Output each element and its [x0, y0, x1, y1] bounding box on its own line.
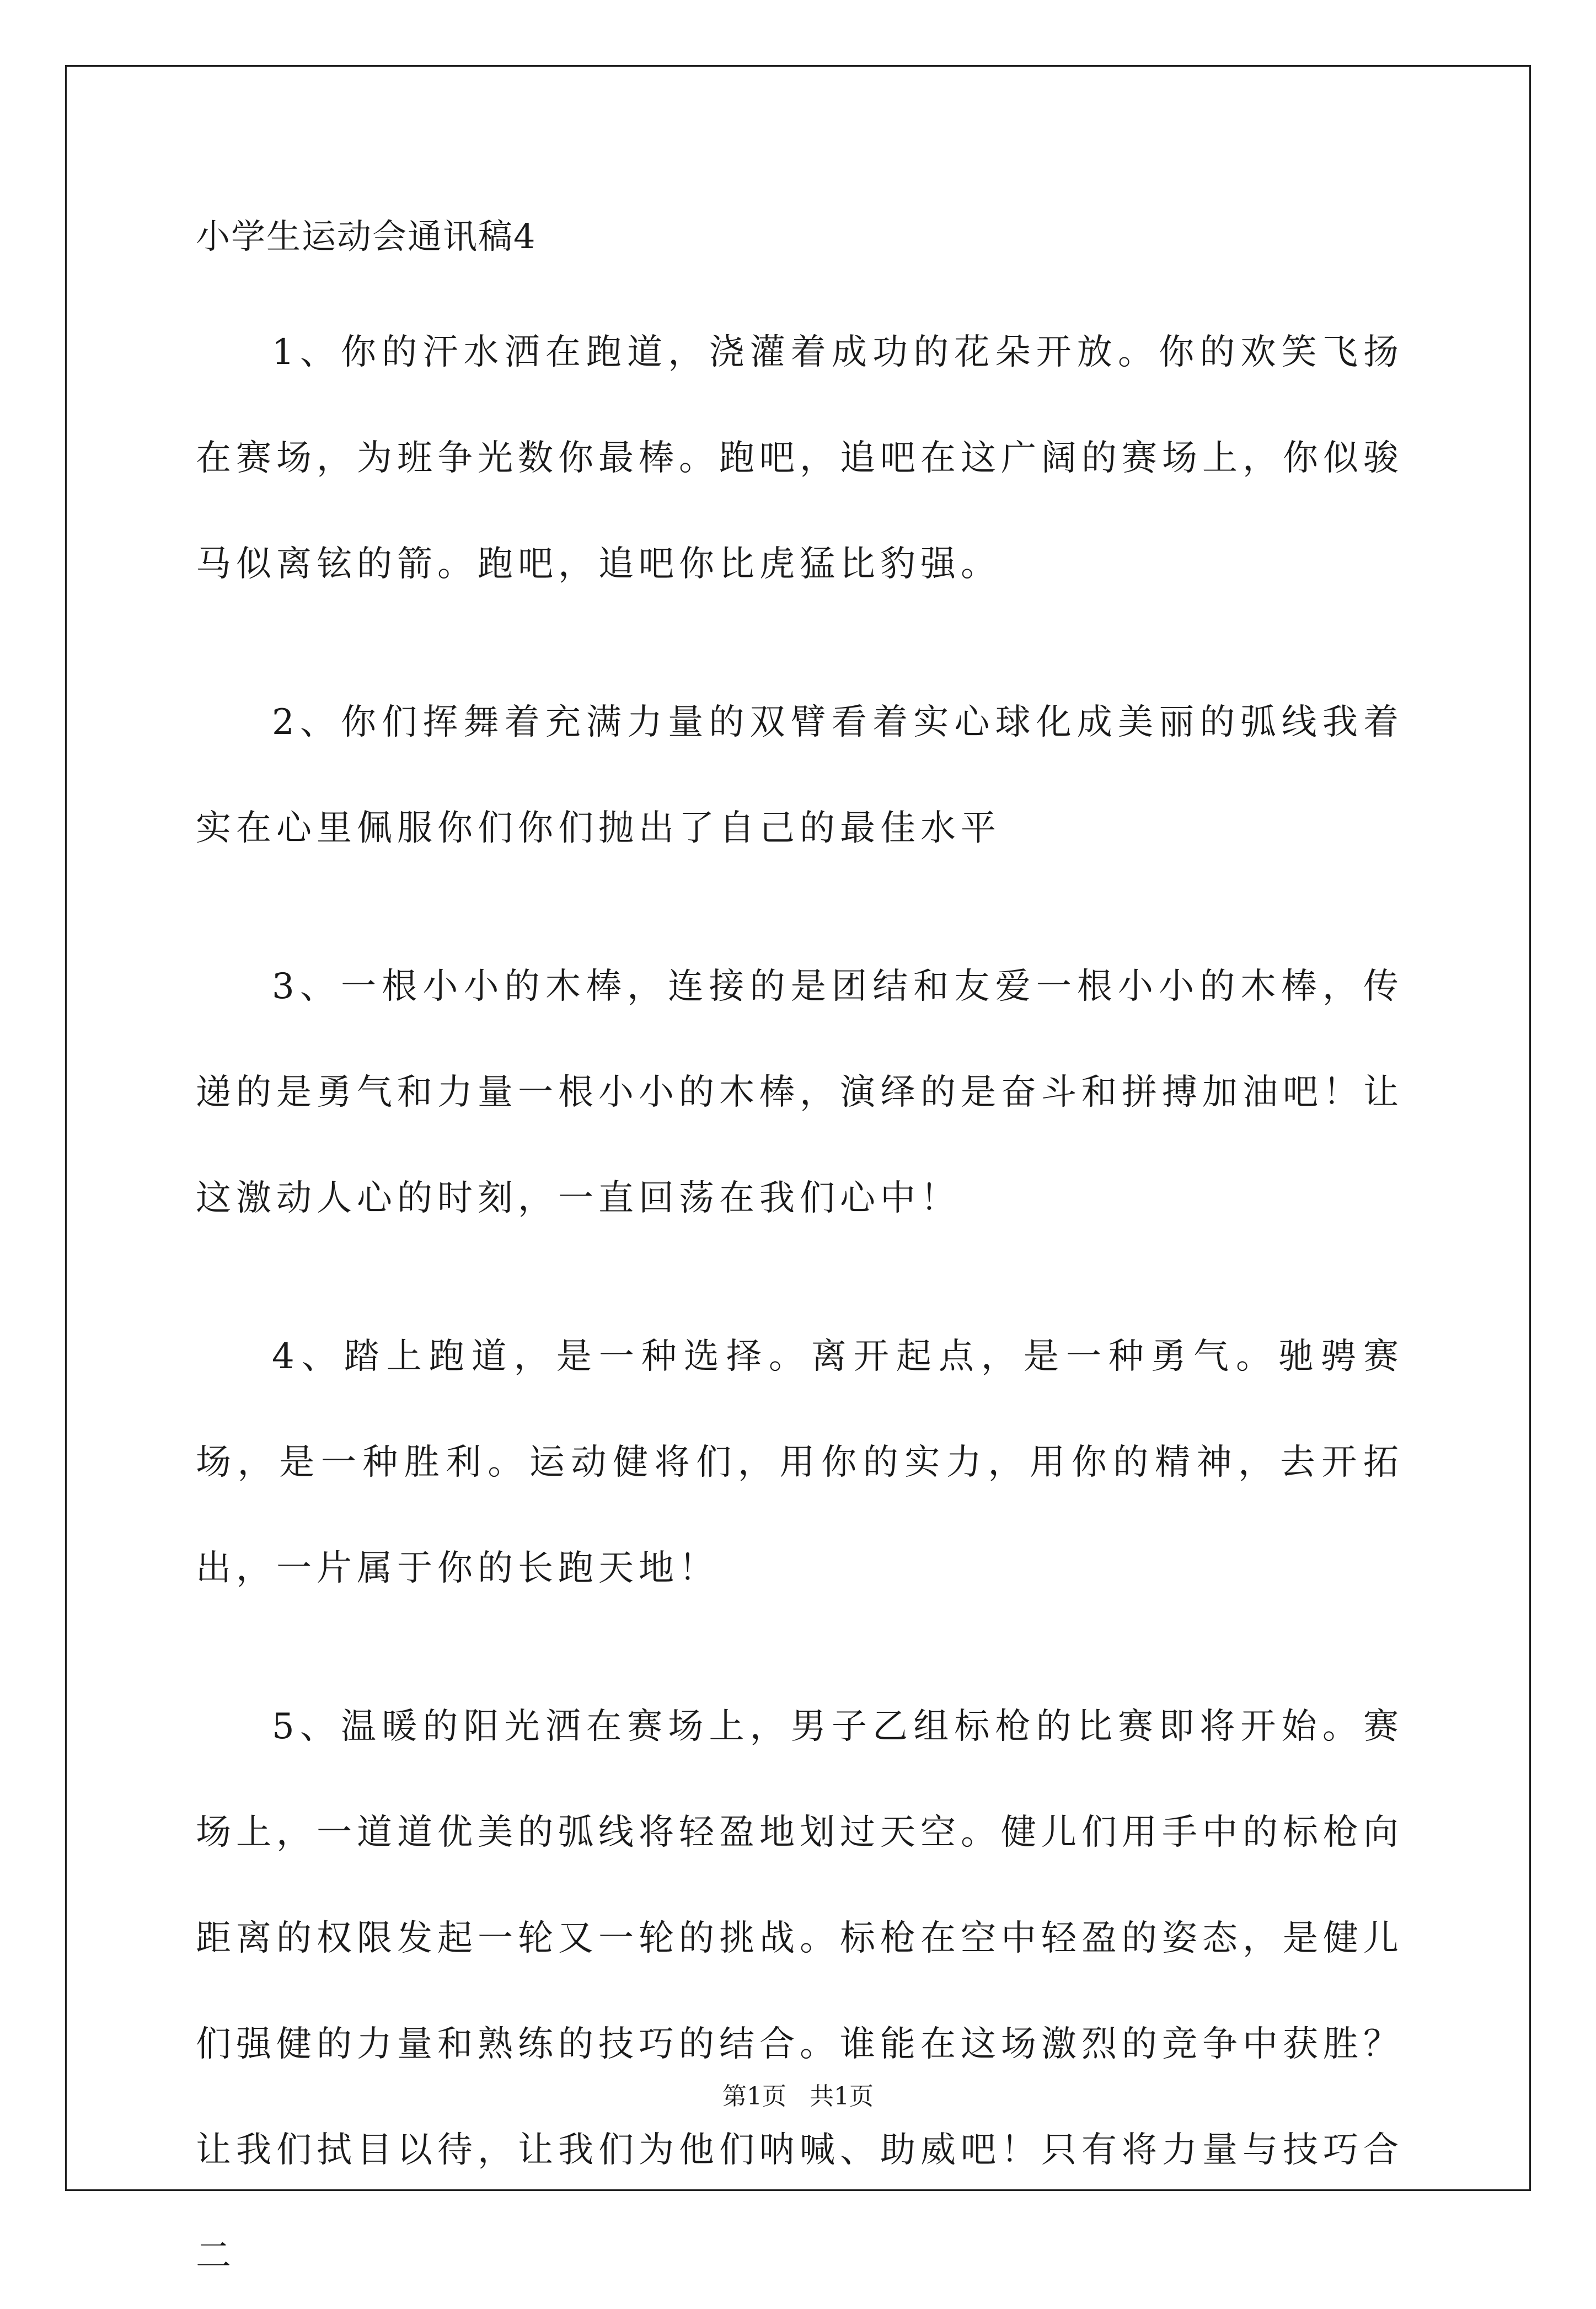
paragraph-3: 3、一根小小的木棒，连接的是团结和友爱一根小小的木棒，传递的是勇气和力量一根小小的木棒，演绎的是奋斗和拼搏加油吧！让这激动人心的时刻，一直回荡在我们心中！	[196, 966, 1404, 1219]
paragraph-4: 4、踏上跑道，是一种选择。离开起点，是一种勇气。驰骋赛场，是一种胜利。运动健将们，用你的实力，用你的精神，去开拓出，一片属于你的长跑天地！	[196, 1336, 1404, 1589]
document-title: 小学生运动会通讯稿4	[196, 216, 537, 256]
document-body	[196, 299, 1404, 2309]
paragraph-2: 2、你们挥舞着充满力量的双臂看着实心球化成美丽的弧线我着实在心里佩服你们你们抛出了自己的最佳水平	[196, 702, 1404, 849]
paragraph-1: 1、你的汗水洒在跑道，浇灌着成功的花朵开放。你的欢笑飞扬在赛场，为班争光数你最棒。跑吧，追吧在这广阔的赛场上，你似骏马似离铉的箭。跑吧，追吧你比虎猛比豹强。	[196, 332, 1404, 585]
page-footer: 第1页 共1页	[722, 2082, 874, 2110]
paragraph-5: 5、温暖的阳光洒在赛场上，男子乙组标枪的比赛即将开始。赛场上，一道道优美的弧线将轻盈地划过天空。健儿们用手中的标枪向距离的权限发起一轮又一轮的挑战。标枪在空中轻盈的姿态，是健儿们强健的力量和熟练的技巧的结合。谁能在这场激烈的竞争中获胜？让我们拭目以待，让我们为他们呐喊、助威吧！只有将力量与技巧合二	[196, 1706, 1404, 2276]
